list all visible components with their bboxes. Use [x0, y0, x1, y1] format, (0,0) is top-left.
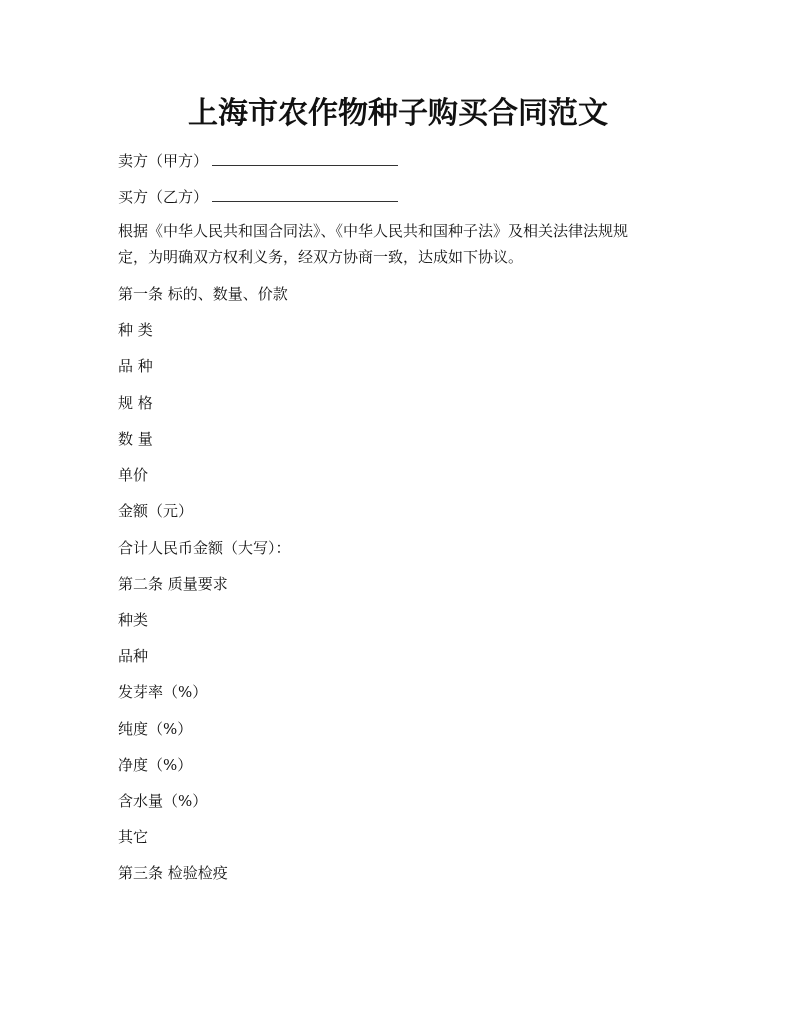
article2-item: 种类	[118, 611, 149, 629]
article1-heading: 第一条 标的、数量、价款	[118, 285, 288, 303]
buyer-blank	[212, 187, 398, 202]
seller-blank	[212, 151, 398, 166]
intro-line-1: 根据《中华人民共和国合同法》、《中华人民共和国种子法》及相关法律法规规	[118, 222, 629, 240]
article2-item: 发芽率（%）	[118, 683, 208, 701]
intro-paragraph	[118, 218, 678, 270]
article2-heading: 第二条 质量要求	[118, 575, 228, 593]
article1-item: 种 类	[118, 321, 153, 339]
article1-item: 规 格	[118, 394, 153, 412]
seller-label: 卖方（甲方）	[118, 152, 209, 170]
buyer-line	[118, 186, 398, 207]
document-title: 上海市农作物种子购买合同范文	[188, 96, 608, 131]
buyer-label: 买方（乙方）	[118, 188, 209, 206]
article1-item: 金额（元）	[118, 502, 194, 520]
intro-line-2: 定，为明确双方权利义务，经双方协商一致，达成如下协议。	[118, 248, 524, 266]
article2-item: 品种	[118, 647, 149, 665]
article2-item: 纯度（%）	[118, 720, 193, 738]
article3-heading: 第三条 检验检疫	[118, 864, 228, 882]
article2-item: 含水量（%）	[118, 792, 208, 810]
article1-item: 单价	[118, 466, 149, 484]
article2-item: 其它	[118, 828, 149, 846]
article1-item: 合计人民币金额（大写）：	[118, 539, 291, 557]
article2-item: 净度（%）	[118, 756, 193, 774]
article1-item: 数 量	[118, 430, 153, 448]
seller-line	[118, 150, 398, 171]
article1-item: 品 种	[118, 357, 153, 375]
